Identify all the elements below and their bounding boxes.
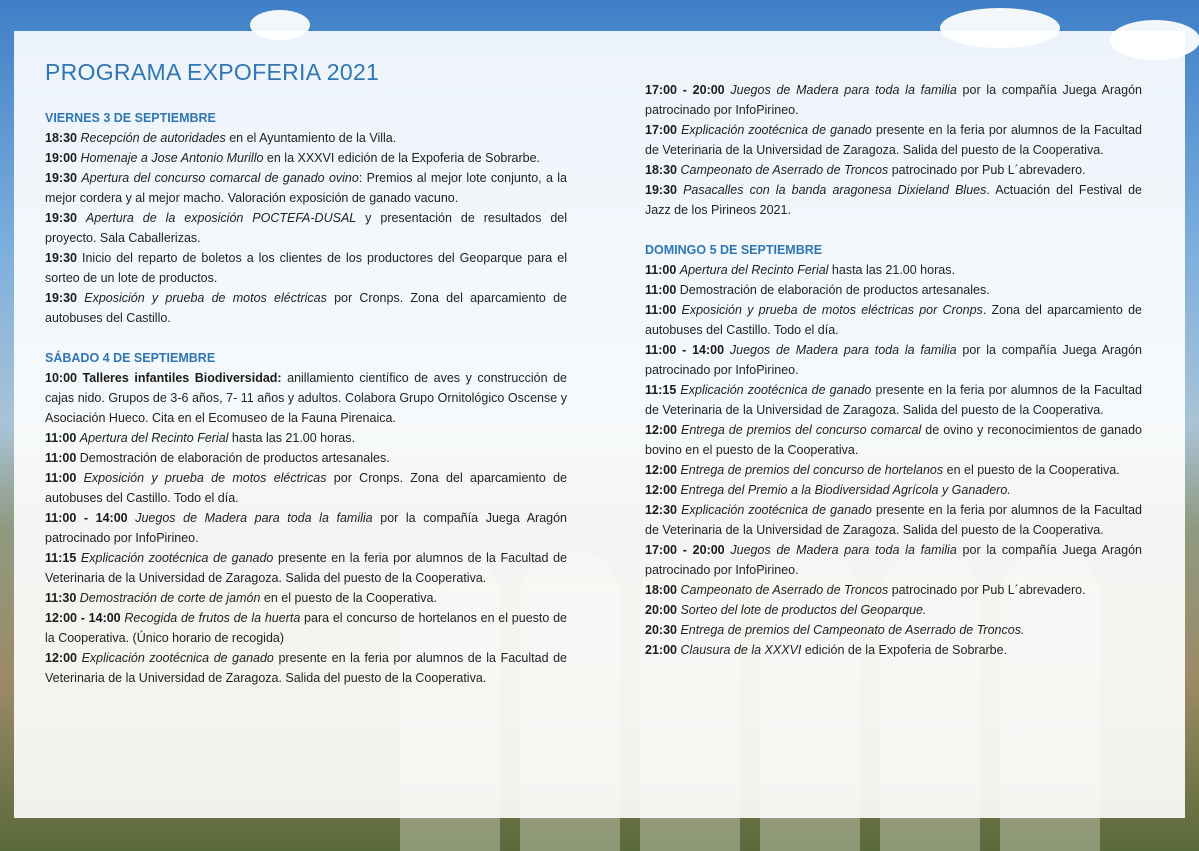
event-highlight: Homenaje a Jose Antonio Murillo — [80, 151, 264, 165]
event-time: 12:00 — [45, 651, 77, 665]
event-description: en el puesto de la Cooperativa. — [943, 463, 1120, 477]
event-highlight: Demostración de corte de jamón — [79, 591, 261, 605]
event-item — [645, 160, 1142, 180]
event-time: 11:15 — [645, 383, 677, 397]
event-item — [45, 148, 567, 168]
event-time: 18:30 — [45, 131, 77, 145]
day-heading: VIERNES 3 DE SEPTIEMBRE — [45, 111, 216, 125]
event-description: por la compañía Juega Aragón patrocinado por InfoPirineo. — [645, 543, 1142, 577]
event-item — [645, 540, 1142, 580]
event-item — [45, 128, 567, 148]
event-item — [645, 420, 1142, 460]
event-time: 17:00 - 20:00 — [645, 83, 725, 97]
event-time: 19:30 — [645, 183, 677, 197]
event-time: 11:00 - 14:00 — [45, 511, 128, 525]
event-time: 10:00 Talleres infantiles Biodiversidad: — [45, 371, 282, 385]
event-item — [645, 500, 1142, 540]
event-description: presente en la feria por alumnos de la Facultad de Veterinaria de la Universidad de Zaragoza. Salida del puesto de la Cooperativa. — [645, 503, 1142, 537]
event-description: patrocinado por Pub L´abrevadero. — [888, 163, 1086, 177]
event-item — [45, 248, 567, 288]
program-panel — [14, 31, 1185, 818]
event-list — [645, 80, 1142, 220]
event-item — [45, 428, 567, 448]
event-item — [45, 208, 567, 248]
event-time: 12:00 — [645, 463, 677, 477]
event-item — [645, 340, 1142, 380]
event-description: anillamiento científico de aves y construcción de cajas nido. Grupos de 3-6 años, 7- 11 años y adultos. Colabora Grupo Ornitológico Oscense y Asociación Hueco. Cita en el Ecomuseo de la Fauna Pirenaica. — [45, 371, 567, 425]
event-item — [645, 280, 1142, 300]
event-item — [45, 588, 567, 608]
event-list — [645, 260, 1142, 660]
event-item — [45, 608, 567, 648]
event-highlight: Sorteo del lote de productos del Geoparque. — [680, 603, 927, 617]
event-highlight: Explicación zootécnica de ganado — [680, 383, 872, 397]
event-description: por la compañía Juega Aragón patrocinado por InfoPirineo. — [645, 83, 1142, 117]
event-highlight: Apertura de la exposición POCTEFA-DUSAL — [85, 211, 357, 225]
event-item — [645, 460, 1142, 480]
event-highlight: Recogida de frutos de la huerta — [124, 611, 301, 625]
event-description: por Cronps. Zona del aparcamiento de autobuses del Castillo. — [45, 291, 567, 325]
event-description: presente en la feria por alumnos de la Facultad de Veterinaria de la Universidad de Zaragoza. Salida del puesto de la Cooperativa. — [45, 551, 567, 585]
event-highlight: Apertura del Recinto Ferial — [679, 263, 829, 277]
event-item — [45, 168, 567, 208]
event-highlight: Explicación zootécnica de ganado — [681, 123, 872, 137]
event-highlight: Juegos de Madera para toda la familia — [135, 511, 373, 525]
day-heading: DOMINGO 5 DE SEPTIEMBRE — [645, 243, 823, 257]
event-item — [645, 80, 1142, 120]
event-highlight: Juegos de Madera para toda la familia — [729, 343, 957, 357]
event-item — [645, 600, 1142, 620]
event-item — [45, 648, 567, 688]
event-highlight: Campeonato de Aserrado de Troncos — [680, 163, 889, 177]
event-item — [45, 468, 567, 508]
event-time: 11:00 — [45, 471, 77, 485]
program-column-left — [45, 108, 567, 688]
event-description: . Actuación del Festival de Jazz de los Pirineos 2021. — [645, 183, 1142, 217]
event-description: por la compañía Juega Aragón patrocinado por InfoPirineo. — [645, 343, 1143, 377]
event-item — [645, 480, 1142, 500]
event-highlight: Campeonato de Aserrado de Troncos — [680, 583, 889, 597]
event-item — [645, 640, 1142, 660]
event-description: presente en la feria por alumnos de la Facultad de Veterinaria de la Universidad de Zaragoza. Salida del puesto de la Cooperativa. — [45, 651, 567, 685]
event-highlight: Juegos de Madera para toda la familia — [730, 543, 957, 557]
event-item — [45, 508, 567, 548]
event-time: 11:00 — [645, 303, 677, 317]
event-time: 12:00 — [645, 483, 677, 497]
event-time: 19:30 — [45, 251, 77, 265]
event-time: 21:00 — [645, 643, 677, 657]
event-description: hasta las 21.00 horas. — [828, 263, 955, 277]
event-item — [645, 300, 1142, 340]
event-time: 20:00 — [645, 603, 677, 617]
event-time: 19:30 — [45, 291, 77, 305]
event-description: presente en la feria por alumnos de la Facultad de Veterinaria de la Universidad de Zaragoza. Salida del puesto de la Cooperativa. — [645, 383, 1142, 417]
event-time: 11:00 - 14:00 — [645, 343, 725, 357]
event-description: por Cronps. Zona del aparcamiento de autobuses del Castillo. Todo el día. — [45, 471, 567, 505]
event-description: en el puesto de la Cooperativa. — [260, 591, 437, 605]
event-description: para el concurso de hortelanos en el puesto de la Cooperativa. (Único horario de recogida) — [45, 611, 567, 645]
event-item — [645, 580, 1142, 600]
event-time: 11:30 — [45, 591, 77, 605]
page-title: PROGRAMA EXPOFERIA 2021 — [45, 59, 380, 85]
event-time: 12:00 - 14:00 — [45, 611, 121, 625]
event-time: 11:00 — [45, 431, 77, 445]
event-time: 19:00 — [45, 151, 77, 165]
event-description: y presentación de resultados del proyecto. Sala Caballerizas. — [45, 211, 567, 245]
event-item — [45, 288, 567, 328]
event-item — [45, 548, 567, 588]
event-highlight: Entrega de premios del concurso de hortelanos — [680, 463, 944, 477]
event-list — [45, 368, 567, 688]
event-list — [45, 128, 567, 328]
event-time: 11:15 — [45, 551, 77, 565]
event-highlight: Apertura del Recinto Ferial — [79, 431, 229, 445]
event-description: edición de la Expoferia de Sobrarbe. — [801, 643, 1008, 657]
event-description: de ovino y reconocimientos de ganado bovino en el puesto de la Cooperativa. — [645, 423, 1142, 457]
event-item — [45, 448, 567, 468]
event-time: 11:00 — [45, 451, 77, 465]
event-description: Demostración de elaboración de productos artesanales. — [79, 451, 390, 465]
event-highlight: Exposición y prueba de motos eléctricas — [83, 471, 327, 485]
event-item — [645, 180, 1142, 220]
event-description: por la compañía Juega Aragón patrocinado por InfoPirineo. — [45, 511, 568, 545]
event-highlight: Exposición y prueba de motos eléctricas por Cronps — [681, 303, 983, 317]
event-highlight: Recepción de autoridades — [80, 131, 226, 145]
event-highlight: Explicación zootécnica de ganado — [80, 551, 274, 565]
event-item — [645, 620, 1142, 640]
event-highlight: Pasacalles con la banda aragonesa Dixieland Blues — [683, 183, 987, 197]
event-highlight: Explicación zootécnica de ganado — [81, 651, 274, 665]
program-column-right — [645, 80, 1142, 660]
day-section-domingo — [645, 240, 1142, 660]
event-time: 18:30 — [645, 163, 677, 177]
event-highlight: Juegos de Madera para toda la familia — [730, 83, 957, 97]
event-highlight: Exposición y prueba de motos eléctricas — [84, 291, 327, 305]
event-highlight: Entrega de premios del Campeonato de Aserrado de Troncos. — [680, 623, 1025, 637]
event-item — [645, 380, 1142, 420]
event-item — [645, 120, 1142, 160]
event-description: . Zona del aparcamiento de autobuses del Castillo. Todo el día. — [645, 303, 1142, 337]
event-highlight: Clausura de la XXXVI — [680, 643, 802, 657]
event-description: presente en la feria por alumnos de la Facultad de Veterinaria de la Universidad de Zaragoza. Salida del puesto de la Cooperativa. — [645, 123, 1142, 157]
event-time: 11:00 — [645, 283, 677, 297]
event-description: hasta las 21.00 horas. — [228, 431, 355, 445]
event-highlight: Explicación zootécnica de ganado — [681, 503, 872, 517]
event-item — [45, 368, 567, 428]
day-heading: SÁBADO 4 DE SEPTIEMBRE — [45, 351, 216, 365]
event-description: patrocinado por Pub L´abrevadero. — [888, 583, 1086, 597]
event-description: Inicio del reparto de boletos a los clientes de los productores del Geoparque para el sorteo de un lote de productos. — [45, 251, 567, 285]
event-time: 18:00 — [645, 583, 677, 597]
event-highlight: Entrega de premios del concurso comarcal — [681, 423, 922, 437]
event-time: 11:00 — [645, 263, 677, 277]
event-time: 17:00 - 20:00 — [645, 543, 725, 557]
event-description: Demostración de elaboración de productos artesanales. — [679, 283, 990, 297]
event-time: 20:30 — [645, 623, 677, 637]
event-time: 12:30 — [645, 503, 677, 517]
event-highlight: Entrega del Premio a la Biodiversidad Agrícola y Ganadero. — [680, 483, 1011, 497]
event-item — [645, 260, 1142, 280]
event-time: 19:30 — [45, 171, 77, 185]
event-time: 12:00 — [645, 423, 677, 437]
event-highlight: Apertura del concurso comarcal de ganado ovino — [81, 171, 359, 185]
event-time: 19:30 — [45, 211, 77, 225]
event-description: en el Ayuntamiento de la Villa. — [225, 131, 397, 145]
day-section-sabado — [45, 348, 567, 688]
event-time: 17:00 — [645, 123, 677, 137]
day-section-viernes — [45, 108, 567, 328]
event-description: en la XXXVI edición de la Expoferia de Sobrarbe. — [263, 151, 540, 165]
event-description: : Premios al mejor lote conjunto, a la mejor cordera y al mejor macho. Valoración exposición de ganado vacuno. — [45, 171, 567, 205]
